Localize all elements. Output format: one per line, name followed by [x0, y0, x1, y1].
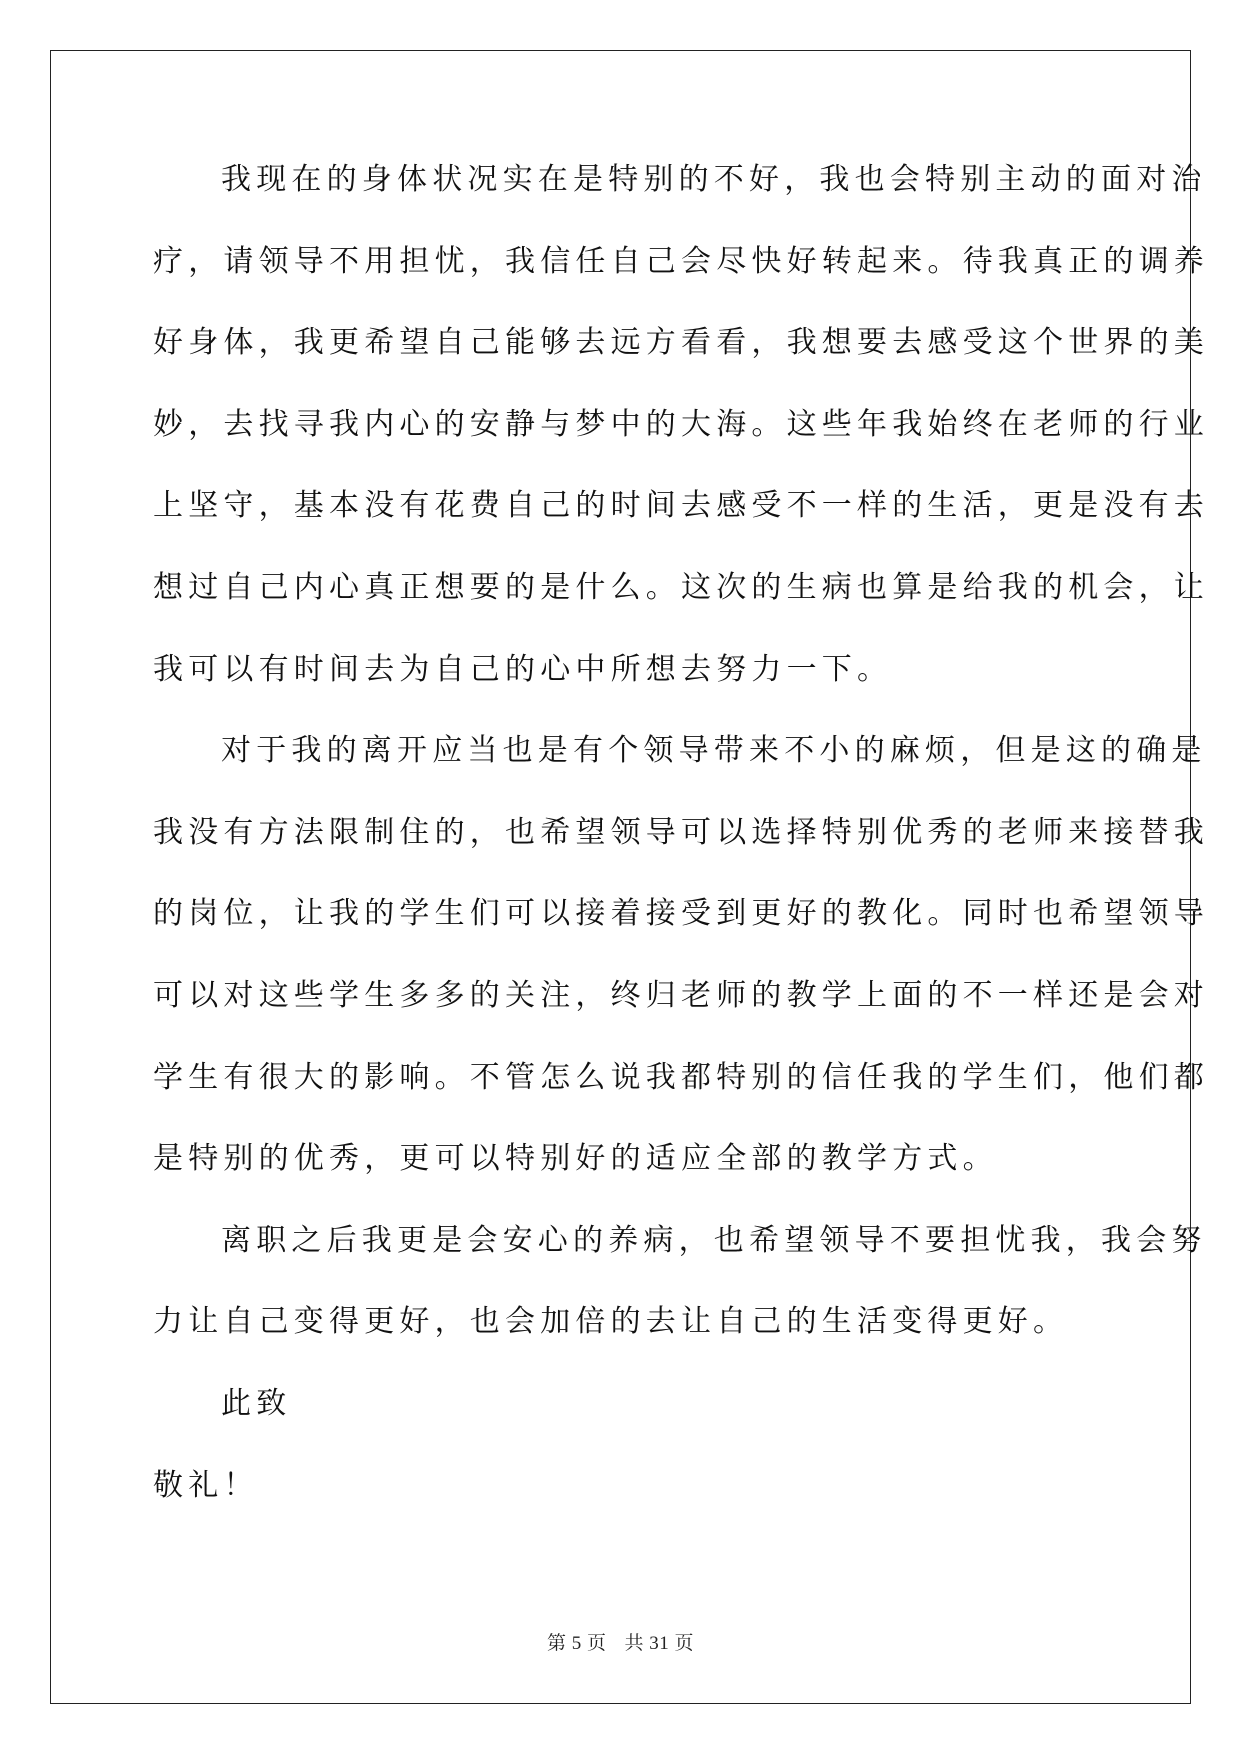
- text-line: 的岗位，让我的学生们可以接着接受到更好的教化。同时也希望领导: [153, 896, 1209, 932]
- text-line: 可以对这些学生多多的关注，终归老师的教学上面的不一样还是会对: [153, 977, 1209, 1013]
- text-line: 想过自己内心真正想要的是什么。这次的生病也算是给我的机会，让: [153, 569, 1209, 605]
- text-line: 我可以有时间去为自己的心中所想去努力一下。: [153, 651, 893, 687]
- text-line: 疗，请领导不用担忧，我信任自己会尽快好转起来。待我真正的调养: [153, 243, 1209, 279]
- text-line: 学生有很大的影响。不管怎么说我都特别的信任我的学生们，他们都: [153, 1059, 1209, 1095]
- page-footer: [0, 1628, 1241, 1655]
- salutation: 敬礼！: [153, 1467, 259, 1503]
- text-line: 离职之后我更是会安心的养病，也希望领导不要担忧我，我会努: [221, 1222, 1207, 1258]
- closing-phrase: 此致: [221, 1385, 292, 1421]
- text-line: 上坚守，基本没有花费自己的时间去感受不一样的生活，更是没有去: [153, 488, 1209, 524]
- text-line: 对于我的离开应当也是有个领导带来不小的麻烦，但是这的确是: [221, 733, 1207, 769]
- text-line: 力让自己变得更好，也会加倍的去让自己的生活变得更好。: [153, 1304, 1069, 1340]
- text-line: 妙，去找寻我内心的安静与梦中的大海。这些年我始终在老师的行业: [153, 406, 1209, 442]
- page-total: 共 31 页: [624, 1633, 695, 1654]
- text-line: 好身体，我更希望自己能够去远方看看，我想要去感受这个世界的美: [153, 325, 1209, 361]
- text-line: 我现在的身体状况实在是特别的不好，我也会特别主动的面对治: [221, 162, 1207, 197]
- page-number: 第 5 页: [546, 1633, 607, 1654]
- text-line: 我没有方法限制住的，也希望领导可以选择特别优秀的老师来接替我: [153, 814, 1209, 850]
- letter-body: [153, 160, 1209, 1547]
- text-line: 是特别的优秀，更可以特别好的适应全部的教学方式。: [153, 1141, 998, 1177]
